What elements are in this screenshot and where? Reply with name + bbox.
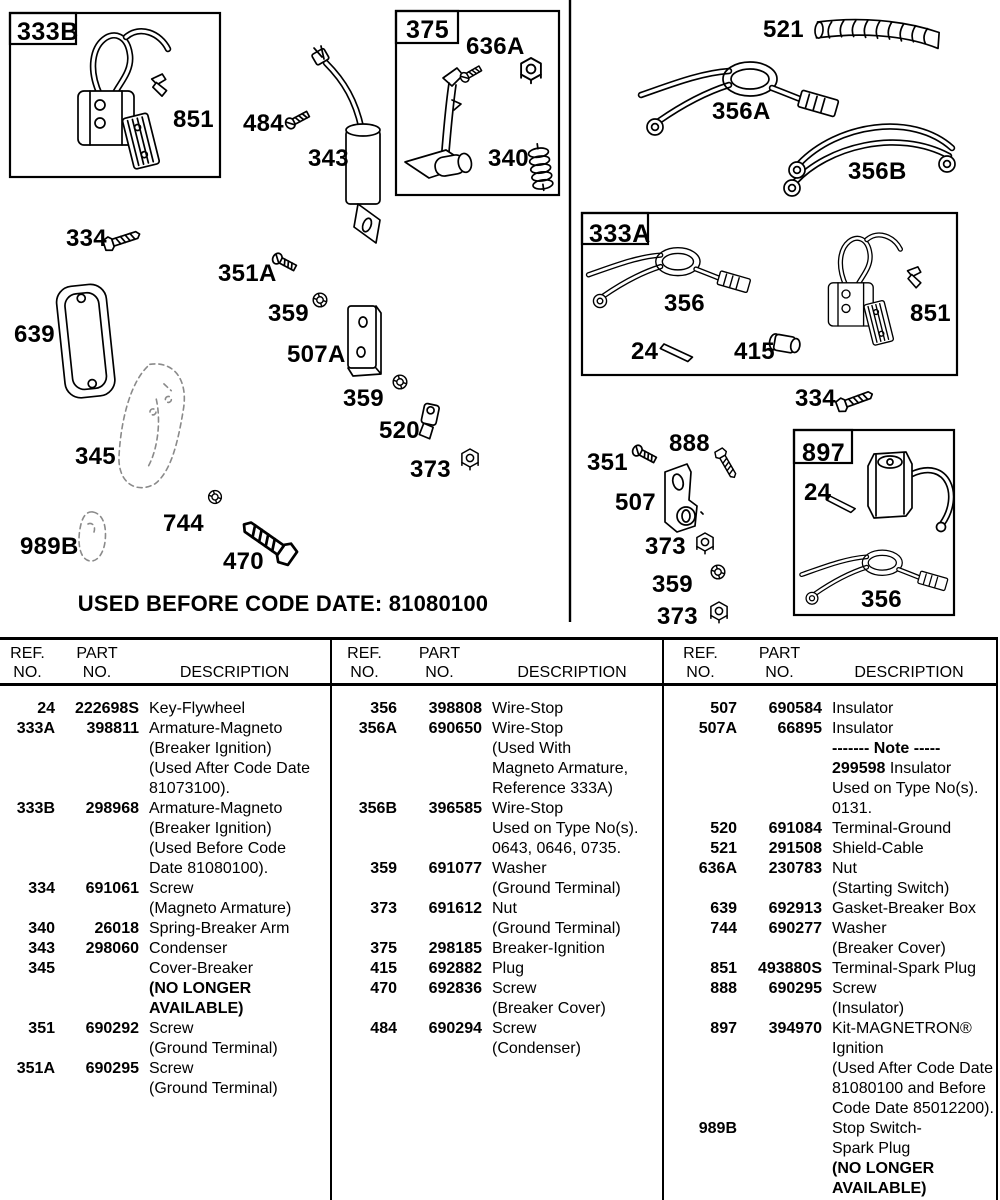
- part-label-520: 520: [379, 417, 420, 444]
- description-line: Screw: [492, 1020, 537, 1037]
- ref-no: 373: [370, 900, 397, 917]
- table-row: [0, 919, 330, 939]
- part-no-header: PART: [76, 645, 118, 662]
- description: [139, 919, 330, 939]
- table-body: [664, 686, 996, 1199]
- part-no: 26018: [94, 920, 139, 937]
- description-line: Magneto Armature,: [492, 760, 629, 777]
- description: [139, 1059, 330, 1099]
- part-label-333B: 333B: [17, 18, 79, 46]
- part-label-351A: 351A: [218, 260, 277, 287]
- part-no-header: PART: [758, 645, 801, 662]
- description: [822, 1019, 996, 1119]
- part-no: 222698S: [74, 700, 139, 717]
- part-label-744: 744: [163, 510, 204, 537]
- description: [482, 799, 662, 859]
- nut-636A-icon: [521, 58, 541, 83]
- description-line: 81080100 and Before: [832, 1080, 986, 1097]
- description: [139, 719, 330, 799]
- description-header: DESCRIPTION: [179, 664, 290, 681]
- part-no: 398811: [86, 720, 139, 737]
- description: [482, 859, 662, 899]
- description: [139, 959, 330, 1019]
- part-label-375: 375: [406, 16, 450, 44]
- insulator-507A: [348, 306, 381, 376]
- ref-no: 340: [28, 920, 55, 937]
- part-label-340: 340: [488, 145, 529, 172]
- ref-no-header: REF.: [10, 645, 45, 662]
- part-no: 690650: [428, 720, 482, 737]
- ref-no: 888: [710, 980, 737, 997]
- part-label-507A: 507A: [287, 341, 346, 368]
- key-24-icon: [659, 344, 694, 362]
- description: [822, 979, 996, 1019]
- description-line: Spring-Breaker Arm: [149, 920, 290, 937]
- description: [139, 1019, 330, 1059]
- armature-magneto-333B: [78, 31, 168, 169]
- description-line: Screw: [492, 980, 537, 997]
- parts-table-column-2: [332, 640, 664, 1200]
- table-row: [332, 979, 662, 1019]
- table-row: [0, 719, 330, 799]
- part-no: 692836: [428, 980, 482, 997]
- description-line: Breaker-Ignition: [492, 940, 605, 957]
- part-no: 690584: [768, 700, 822, 717]
- part-no: 690295: [768, 980, 822, 997]
- ref-no: 636A: [698, 860, 737, 877]
- description-line: Screw: [832, 980, 877, 997]
- part-no: 691061: [85, 880, 139, 897]
- part-no: [55, 959, 139, 1019]
- ref-no-header: REF.: [347, 645, 382, 662]
- part-label-343: 343: [308, 145, 349, 172]
- description: [822, 919, 996, 959]
- description-line: Condenser: [149, 940, 228, 957]
- description-line: 299598 Insulator: [832, 760, 952, 777]
- description-line: Nut: [492, 900, 517, 917]
- table-row: [664, 859, 996, 899]
- description-line: (Insulator): [832, 1000, 905, 1017]
- description-line: (Breaker Cover): [832, 940, 946, 957]
- ref-no: 351A: [16, 1060, 55, 1077]
- description-line: AVAILABLE): [832, 1180, 927, 1197]
- spring-340-icon: [527, 142, 553, 191]
- table-row: [0, 799, 330, 879]
- description: [139, 699, 330, 719]
- table-row: [0, 939, 330, 959]
- description-line: Terminal-Spark Plug: [832, 960, 977, 977]
- ref-no: 343: [28, 940, 55, 957]
- ref-no: 851: [710, 960, 737, 977]
- table-row: [664, 699, 996, 719]
- description-line: (Used After Code Date: [832, 1060, 993, 1077]
- part-no: 298968: [85, 800, 139, 817]
- part-label-470: 470: [223, 548, 264, 575]
- part-no: 690294: [428, 1020, 482, 1037]
- description-line: Nut: [832, 860, 857, 877]
- insulator-507: [665, 464, 703, 532]
- part-label-888: 888: [669, 430, 710, 457]
- description-line: (Used After Code Date: [149, 760, 310, 777]
- ref-no: 897: [710, 1020, 737, 1037]
- parts-table: [0, 637, 998, 1200]
- parts-table-column-1: [0, 640, 332, 1200]
- description-line: Wire-Stop: [492, 700, 564, 717]
- part-no: 394970: [768, 1020, 822, 1037]
- description-header: DESCRIPTION: [517, 664, 627, 681]
- part-no: 690277: [768, 920, 822, 937]
- armature-magneto-333A: [828, 235, 900, 346]
- part-no: 66895: [777, 720, 822, 737]
- ref-no: 484: [370, 1020, 397, 1037]
- table-row: [332, 859, 662, 899]
- part-no: 298060: [85, 940, 139, 957]
- description-line: Washer: [492, 860, 547, 877]
- description-line: (Ground Terminal): [492, 920, 621, 937]
- part-label-507: 507: [615, 489, 656, 516]
- part-label-359: 359: [343, 385, 384, 412]
- ref-no: 345: [28, 960, 55, 977]
- description-line: Armature-Magneto: [149, 800, 283, 817]
- part-no: 690292: [85, 1020, 139, 1037]
- terminal-ground-520: [418, 403, 440, 439]
- part-no: [737, 1119, 822, 1199]
- description-line: 0131.: [832, 800, 873, 817]
- gasket-639: [55, 283, 116, 400]
- description-line: Date 81080100).: [149, 860, 269, 877]
- ref-no-header: REF.: [683, 645, 718, 662]
- description: [482, 699, 662, 719]
- ref-no: 333A: [16, 720, 55, 737]
- table-row: [332, 959, 662, 979]
- ref-no: 24: [37, 700, 55, 717]
- part-no: 298185: [428, 940, 482, 957]
- description-line: AVAILABLE): [149, 1000, 244, 1017]
- nut-373-icon: [462, 449, 478, 470]
- ref-no: 356B: [358, 800, 397, 817]
- description-line: Plug: [492, 960, 525, 977]
- part-label-359: 359: [268, 300, 309, 327]
- ref-no: 375: [370, 940, 397, 957]
- magnetron-kit-897: [868, 452, 951, 532]
- part-label-989B: 989B: [20, 533, 79, 560]
- ref-no: 470: [370, 980, 397, 997]
- description-line: (Breaker Cover): [492, 1000, 606, 1017]
- table-header: REF. NO. PART NO. DESCRIPTION: [0, 640, 330, 686]
- description-line: Shield-Cable: [832, 840, 924, 857]
- description: [139, 799, 330, 879]
- table-row: [332, 939, 662, 959]
- description: [482, 719, 662, 799]
- stop-switch-989B: [79, 512, 106, 561]
- ref-no: 744: [710, 920, 737, 937]
- part-label-373: 373: [657, 603, 698, 630]
- part-no: 493880S: [757, 960, 822, 977]
- shield-cable-521: [814, 16, 939, 48]
- table-header: REF. NO. PART NO. DESCRIPTION: [664, 640, 996, 686]
- table-row: [332, 719, 662, 799]
- description-line: Insulator: [832, 720, 894, 737]
- part-no: 691612: [428, 900, 482, 917]
- ref-no: 521: [710, 840, 737, 857]
- ref-no: 356: [370, 700, 397, 717]
- description-line: 81073100).: [149, 780, 230, 797]
- part-label-356B: 356B: [848, 158, 907, 185]
- table-row: [332, 1019, 662, 1059]
- part-label-24: 24: [631, 338, 659, 365]
- description-line: Code Date 85012200).: [832, 1100, 994, 1117]
- part-label-373: 373: [645, 533, 686, 560]
- table-row: [664, 839, 996, 859]
- part-label-851: 851: [910, 300, 951, 327]
- table-row: [664, 899, 996, 919]
- description-line: Wire-Stop: [492, 720, 564, 737]
- description-line: Wire-Stop: [492, 800, 564, 817]
- part-label-415: 415: [734, 338, 775, 365]
- part-label-359: 359: [652, 571, 693, 598]
- spark-terminal-851-icon: [905, 265, 924, 288]
- table-row: [332, 699, 662, 719]
- part-label-24: 24: [804, 479, 832, 506]
- description: [822, 699, 996, 719]
- part-label-333A: 333A: [589, 220, 651, 248]
- breaker-ignition-375: [405, 64, 483, 178]
- code-date-note: USED BEFORE CODE DATE: 81080100: [77, 591, 489, 616]
- ref-no: 351: [28, 1020, 55, 1037]
- table-row: [0, 879, 330, 919]
- table-header: REF. NO. PART NO. DESCRIPTION: [332, 640, 662, 686]
- washer-359-icon: [313, 293, 327, 307]
- description-line: (Condenser): [492, 1040, 581, 1057]
- table-row: [0, 699, 330, 719]
- description-line: Ignition: [832, 1040, 884, 1057]
- description-line: (Breaker Ignition): [149, 820, 272, 837]
- table-row: [664, 1119, 996, 1199]
- description-line: (Ground Terminal): [149, 1080, 278, 1097]
- parts-table-column-3: [664, 640, 996, 1200]
- screw-334-icon: [102, 227, 142, 252]
- description-line: Used on Type No(s).: [492, 820, 639, 837]
- description: [139, 879, 330, 919]
- description-line: Insulator: [832, 700, 894, 717]
- description: [822, 959, 996, 979]
- description-line: Armature-Magneto: [149, 720, 283, 737]
- description: [482, 1019, 662, 1059]
- description-line: (Starting Switch): [832, 880, 950, 897]
- table-row: [664, 819, 996, 839]
- washer-744-icon: [209, 491, 222, 504]
- table-row: [0, 1059, 330, 1099]
- screw-334-icon: [835, 388, 875, 414]
- ref-no: 507: [710, 700, 737, 717]
- description-line: (NO LONGER: [832, 1160, 935, 1177]
- part-label-356: 356: [664, 290, 705, 317]
- ref-no: 334: [28, 880, 55, 897]
- part-no: 692913: [768, 900, 822, 917]
- screw-484-icon: [284, 109, 311, 130]
- part-label-521: 521: [763, 16, 804, 43]
- washer-359-icon: [393, 375, 407, 389]
- description-header: DESCRIPTION: [854, 664, 964, 681]
- description-line: 0643, 0646, 0735.: [492, 840, 622, 857]
- table-row: [664, 959, 996, 979]
- ref-no: 333B: [16, 800, 55, 817]
- description-line: Screw: [149, 880, 194, 897]
- description-line: Kit-MAGNETRON®: [832, 1020, 972, 1037]
- table-row: [332, 799, 662, 859]
- description-line: (Used With: [492, 740, 572, 757]
- description: [822, 859, 996, 899]
- ref-no: 520: [710, 820, 737, 837]
- ref-no: 415: [370, 960, 397, 977]
- description-line: (Breaker Ignition): [149, 740, 272, 757]
- table-row: [332, 899, 662, 939]
- description-line: (Ground Terminal): [492, 880, 621, 897]
- description: [482, 899, 662, 939]
- part-label-356A: 356A: [712, 98, 771, 125]
- part-label-345: 345: [75, 443, 116, 470]
- description: [139, 939, 330, 959]
- table-body: [0, 686, 330, 1099]
- description-line: Used on Type No(s).: [832, 780, 979, 797]
- part-label-356: 356: [861, 586, 902, 613]
- part-label-484: 484: [243, 110, 284, 137]
- spark-terminal-851-icon: [150, 73, 168, 97]
- nut-373-icon: [697, 533, 713, 554]
- part-no: 291508: [768, 840, 822, 857]
- part-no: 396585: [428, 800, 482, 817]
- screw-888-icon: [713, 447, 739, 480]
- description-line: Gasket-Breaker Box: [832, 900, 977, 917]
- nut-373-icon: [711, 602, 727, 623]
- description: [482, 939, 662, 959]
- description-line: Screw: [149, 1060, 194, 1077]
- description-line: Spark Plug: [832, 1140, 911, 1157]
- ref-no: 989B: [698, 1120, 737, 1137]
- part-no-header: PART: [418, 645, 461, 662]
- table-row: [664, 919, 996, 959]
- description: [822, 899, 996, 919]
- description-line: Stop Switch-: [832, 1120, 922, 1137]
- ref-no: 639: [710, 900, 737, 917]
- part-no: 691077: [428, 860, 482, 877]
- ref-no: 356A: [358, 720, 397, 737]
- description: [822, 719, 996, 819]
- part-label-334: 334: [66, 225, 107, 252]
- part-label-897: 897: [802, 439, 846, 467]
- description-line: Cover-Breaker: [149, 960, 254, 977]
- ref-no: 359: [370, 860, 397, 877]
- description-line: (NO LONGER: [149, 980, 252, 997]
- description-line: Screw: [149, 1020, 194, 1037]
- part-no: 398808: [428, 700, 482, 717]
- description-line: Washer: [832, 920, 887, 937]
- description-line: Key-Flywheel: [149, 700, 246, 717]
- table-row: [664, 1019, 996, 1119]
- description-line: Reference 333A): [492, 780, 613, 797]
- description-line: (Ground Terminal): [149, 1040, 278, 1057]
- description-line: ------- Note -----: [832, 740, 941, 757]
- table-row: [664, 979, 996, 1019]
- description: [482, 979, 662, 1019]
- washer-359-icon: [711, 565, 725, 579]
- part-no: 230783: [768, 860, 822, 877]
- part-label-373: 373: [410, 456, 451, 483]
- part-label-351: 351: [587, 449, 628, 476]
- part-no: 690295: [85, 1060, 139, 1077]
- description-line: Terminal-Ground: [832, 820, 952, 837]
- cover-breaker-345: [116, 361, 188, 491]
- table-row: [0, 959, 330, 1019]
- description: [822, 839, 996, 859]
- table-row: [0, 1019, 330, 1059]
- part-no: 692882: [428, 960, 482, 977]
- screw-351-icon: [631, 444, 658, 465]
- ref-no: 507A: [698, 720, 737, 737]
- description: [822, 819, 996, 839]
- part-label-851: 851: [173, 106, 214, 133]
- part-label-639: 639: [14, 321, 55, 348]
- description: [482, 959, 662, 979]
- description-line: (Used Before Code: [149, 840, 286, 857]
- part-label-334: 334: [795, 385, 836, 412]
- part-label-636A: 636A: [466, 33, 525, 60]
- part-no: 691084: [768, 820, 822, 837]
- table-row: [664, 719, 996, 819]
- description-line: (Magneto Armature): [149, 900, 292, 917]
- table-body: [332, 686, 662, 1059]
- description: [822, 1119, 996, 1199]
